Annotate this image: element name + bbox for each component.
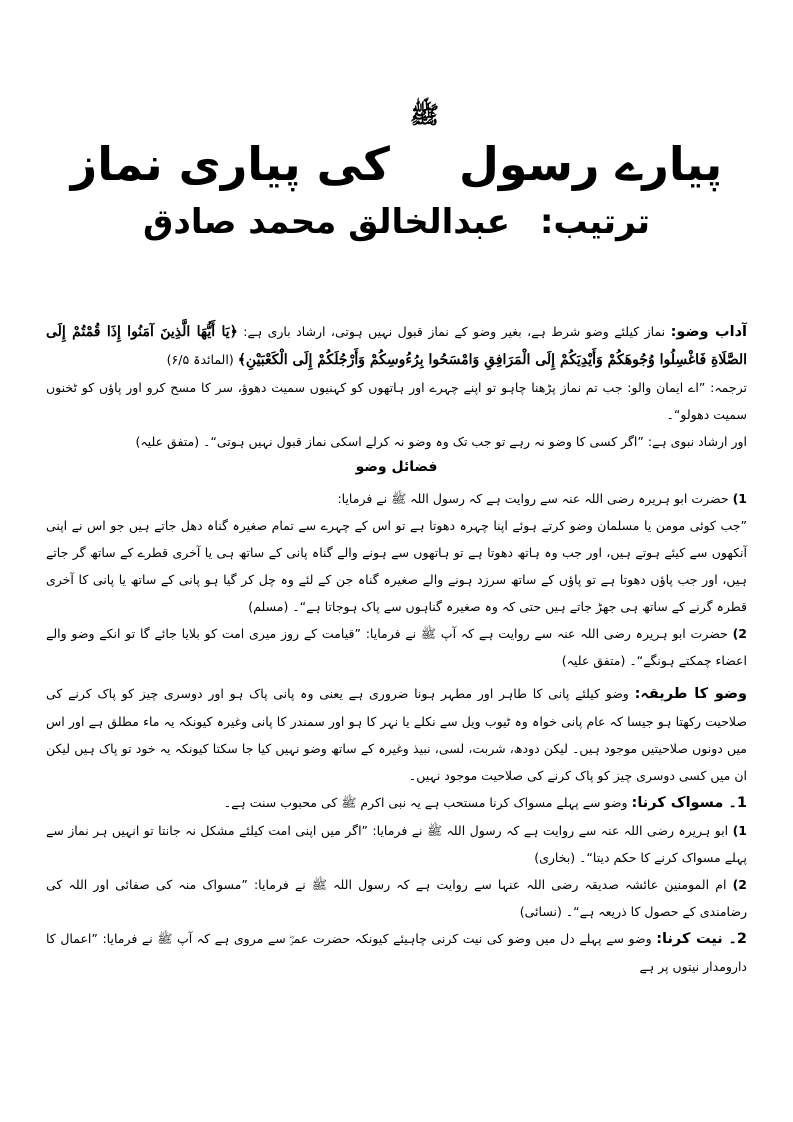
adab-heading: آداب وضو: [670,324,747,340]
hadith-line: اور ارشاد نبوی ہے: ”اگر کسی کا وضو نہ رہے تو جب تک وہ وضو نہ کرلے اسکی نماز قبول نہیں ہوتی“۔ (متفق علیہ) [135,434,747,449]
miswak-item-2-text: ام المومنین عائشہ صدیقہ رضی اللہ عنہا سے روایت ہے کہ رسول اللہ ﷺ نے فرمایا: ”مسواک منہ کی صفائی اور اللہ کی رضامندی کے حصول کا ذریعہ ہے“۔ (نسائی) [46,877,747,919]
title-part-after: کی پیاری نماز [70,136,390,191]
miswak-heading: 1۔ مسواک کرنا: [631,795,747,811]
adab-text: نماز کیلئے وضو شرط ہے، بغیر وضو کے نماز قبول نہیں ہوتی، ارشاد باری ہے: [243,324,666,339]
author-label: ترتیب: [539,202,650,242]
miswak-item-2 [46,871,747,925]
tariqa-text: وضو کیلئے پانی کا طاہر اور مطہر ہونا ضروری ہے یعنی وہ پانی پاک ہو اور دوسری چیز کو پاک کرنے کی صلاحیت رکھتا ہو جیسا کہ عام پانی خواہ وہ ٹیوب ویل سے نکلے یا نہر کا ہو اور سمندر کا پانی وغیرہ کیونکہ یہ ماء مطلق ہے اور اس میں دونوں صلاحیتیں موجود ہیں۔ لیکن دودھ، شربت، لسی، نبیذ وغیرہ کے ساتھ وضو نہیں کیا جا سکتا کیونکہ یہ خود تو پاک ہیں لیکن ان میں کسی دوسری چیز کو پاک کرنے کی صلاحیت موجود نہیں۔ [46,686,747,783]
tariqa-heading: وضو کا طریقہ: [634,686,747,702]
author-name: عبدالخالق محمد صادق [143,202,510,242]
fazail-item-1-intro [46,485,747,512]
fazail-item-2 [46,620,747,674]
niyyat-paragraph [46,925,747,980]
niyyat-heading: 2۔ نیت کرنا: [656,931,747,947]
salawat-glyph: ﷺ [409,100,439,129]
title-part-before: پیارے رسول [458,136,723,191]
miswak-text: وضو سے پہلے مسواک کرنا مستحب ہے یہ نبی اکرم ﷺ کی محبوب سنت ہے۔ [223,795,628,810]
fazail-item-1-text: ”جب کوئی مومن یا مسلمان وضو کرتے ہوئے اپنا چہرہ دھوتا ہے تو اس کے چہرے سے تمام صغیرہ گناہ دھل جاتے ہیں جو اس نے اپنی آنکھوں سے کیئے ہوتے ہیں، اور جب وہ ہاتھ دھوتا ہے تو ہاتھوں سے ہونے والے گناہ پانی کے ساتھ ہی یا آخری قطرے کے ساتھ گر جاتے ہیں، اور جب پاؤں دھوتا ہے تو پاؤں کے ساتھ سرزد ہونے والے صغیرہ گناہ جن کے لئے وہ چل کر گیا ہو پانی کے ساتھ یا پانی کا آخری قطرہ گرنے کے ساتھ ہی جھڑ جاتے ہیں حتی کہ وہ صغیرہ گناہوں سے پاک ہوجاتا ہے“۔ (مسلم) [46,518,747,614]
verse-reference: (المائدۃ ۶/۵) [166,352,234,367]
miswak-item-1-text: ابو ہریرہ رضی اللہ عنہ سے روایت ہے کہ رسول اللہ ﷺ نے فرمایا: ”اگر میں اپنی امت کیلئے مشکل نہ جانتا تو انہیں ہر نماز سے پہلے مسواک کرنے کا حکم دیتا“۔ (بخاری) [46,823,747,865]
document-body [46,318,747,980]
adab-paragraph [46,318,747,374]
list-number: 2) [732,626,747,641]
list-number: 1) [732,823,747,838]
miswak-paragraph [46,789,747,817]
fazail-item-1-intro-text: حضرت ابو ہریرہ رضی اللہ عنہ سے روایت ہے کہ رسول اللہ ﷺ نے فرمایا: [337,491,729,506]
list-number: 2) [732,877,747,892]
miswak-item-1 [46,817,747,871]
fazail-heading: فضائل وضو [355,459,438,475]
author-line [40,192,753,252]
translation-paragraph: ترجمہ: ”اے ایمان والو: جب تم نماز پڑھنا چاہو تو اپنے چہرے اور ہاتھوں کو کہنیوں سمیت دھوؤ، سر کا مسح کرو اور پاؤں کو ٹخنوں سمیت دھولو“۔ [46,380,747,422]
fazail-item-2-text: حضرت ابو ہریرہ رضی اللہ عنہ سے روایت ہے کہ آپ ﷺ نے فرمایا: ”قیامت کے روز میری امت کو بلایا جائے گا تو انکے وضو والے اعضاء چمکتے ہونگے“۔ (متفق علیہ) [46,626,747,668]
quran-verse: ﴿يَا أَيُّهَا الَّذِينَ آمَنُوا إِذَا قُمْتُمْ إِلَى الصَّلَاةِ فَاغْسِلُوا وُجُوهَكُمْ وَأَيْدِيَكُمْ إِلَى الْمَرَافِقِ وَامْسَحُوا بِرُءُوسِكُمْ وَأَرْجُلَكُمْ إِلَى الْكَعْبَيْنِ﴾ [46,324,747,368]
niyyat-text: وضو سے پہلے دل میں وضو کی نیت کرنی چاہیئے کیونکہ حضرت عمرؓ سے مروی ہے کہ آپ ﷺ نے فرمایا: ”اعمال کا دارومدار نیتوں پر ہے [46,931,747,974]
tariqa-paragraph [46,680,747,789]
list-number: 1) [732,491,747,506]
